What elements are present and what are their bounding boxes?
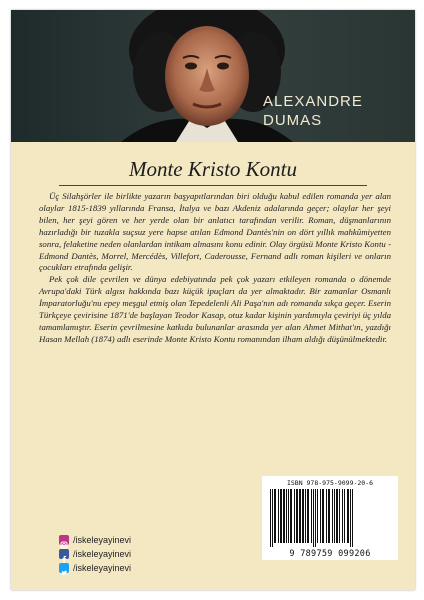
barcode-bar bbox=[311, 489, 312, 543]
facebook-icon bbox=[59, 549, 69, 559]
author-last-name: DUMAS bbox=[263, 112, 323, 129]
social-handle: /iskeleyayinevi bbox=[73, 535, 132, 545]
barcode-bar bbox=[342, 489, 343, 543]
barcode-bar bbox=[347, 489, 349, 543]
blurb-paragraph-1: Üç Silahşörler ile birlikte yazarın başyapıtlarından biri olduğu kabul edilen romanda yer alan olaylar 1815-1839 yıllarında Fransa, İtalya ve bazı Akdeniz adalarında geçer; olaylar her şeyi bilen, her şeyi gören ve her yerde olan bir anlatıcı tarafından verilir. Roman, düşmanlarının hazırladığı bir tuzakla suçsuz yere hapse atılan Edmond Dantès'nin on dört yıllık mahkûmiyetten sonra, felaketine neden olanlardan intikam almasını konu edinir. Olay örgüsü Monte Kristo Kontu - Edmond Dantès, Morrel, Mercédès, Villefort, Caderousse, Fernand adlı roman kişileri ve onların çocukları etrafında gelişir. bbox=[39, 191, 391, 273]
twitter-icon bbox=[59, 563, 69, 573]
barcode-bar bbox=[290, 489, 292, 543]
barcode-bar bbox=[339, 489, 340, 543]
social-handle: /iskeleyayinevi bbox=[73, 549, 132, 559]
barcode-bar bbox=[315, 489, 316, 547]
isbn-label: ISBN 978-975-9099-20-6 bbox=[286, 479, 374, 487]
barcode-bar bbox=[344, 489, 345, 543]
barcode-panel bbox=[262, 476, 398, 560]
barcode-bar bbox=[322, 489, 324, 543]
barcode-bar bbox=[286, 489, 287, 543]
book-back-cover bbox=[11, 10, 415, 590]
portrait-band bbox=[11, 10, 415, 142]
social-handle: /iskeleyayinevi bbox=[73, 563, 132, 573]
barcode-bar bbox=[296, 489, 298, 543]
barcode-bar bbox=[326, 489, 327, 543]
barcode-bar bbox=[317, 489, 318, 543]
barcode-bar bbox=[272, 489, 273, 547]
instagram-icon bbox=[59, 535, 69, 545]
social-twitter[interactable] bbox=[59, 561, 189, 575]
barcode-bar bbox=[320, 489, 321, 543]
barcode-bar bbox=[283, 489, 285, 543]
barcode-bar bbox=[307, 489, 309, 543]
barcode-bar bbox=[350, 489, 351, 547]
barcode-bar bbox=[280, 489, 282, 543]
barcode-bar bbox=[328, 489, 330, 543]
barcode-bar bbox=[294, 489, 295, 543]
author-first-name: ALEXANDRE bbox=[263, 93, 363, 110]
title-divider bbox=[59, 185, 367, 186]
barcode-bar bbox=[305, 489, 306, 543]
barcode-bar bbox=[302, 489, 304, 543]
blurb-paragraph-2: Pek çok dile çevrilen ve dünya edebiyatında pek çok yazarı etkileyen romanda o dönemde Avrupa'daki Türk algısı hakkında bazı küçük ipuçları da yer almaktadır. Bir zamanlar Osmanlı İmparatorluğu'nu epey meşgul etmiş olan Tepedelenli Ali Paşa'nın adı romanda sıkça geçer. Eserin Türkçeye çevirisine 1871'de başlayan Teodor Kasap, otuz kadar kişinin yardımıyla çeviriyi üç yılda tamamlamıştır. Eserin çevrilmesine katkıda bulunanlar arasında yer alan Ahmet Mithat'ın, yazdığı Hasan Mellah (1874) adlı eserinde Monte Kristo Kontu romanından ilham aldığı düşünülmektedir. bbox=[39, 274, 391, 344]
barcode-bar bbox=[334, 489, 335, 543]
barcode-bar bbox=[313, 489, 314, 547]
book-title: Monte Kristo Kontu bbox=[128, 157, 297, 181]
social-links bbox=[59, 533, 189, 575]
barcode-bar bbox=[352, 489, 353, 547]
barcode-bar bbox=[336, 489, 338, 543]
barcode-digits: 9 789759 099206 bbox=[289, 549, 371, 559]
barcode-bar bbox=[332, 489, 333, 543]
blurb bbox=[39, 191, 391, 346]
barcode-bar bbox=[288, 489, 289, 543]
social-instagram[interactable] bbox=[59, 533, 189, 547]
barcode-bar bbox=[270, 489, 271, 547]
barcode-bar bbox=[299, 489, 301, 543]
barcode-bar bbox=[278, 489, 279, 543]
barcode bbox=[268, 489, 392, 547]
social-facebook[interactable] bbox=[59, 547, 189, 561]
barcode-bar bbox=[274, 489, 276, 543]
